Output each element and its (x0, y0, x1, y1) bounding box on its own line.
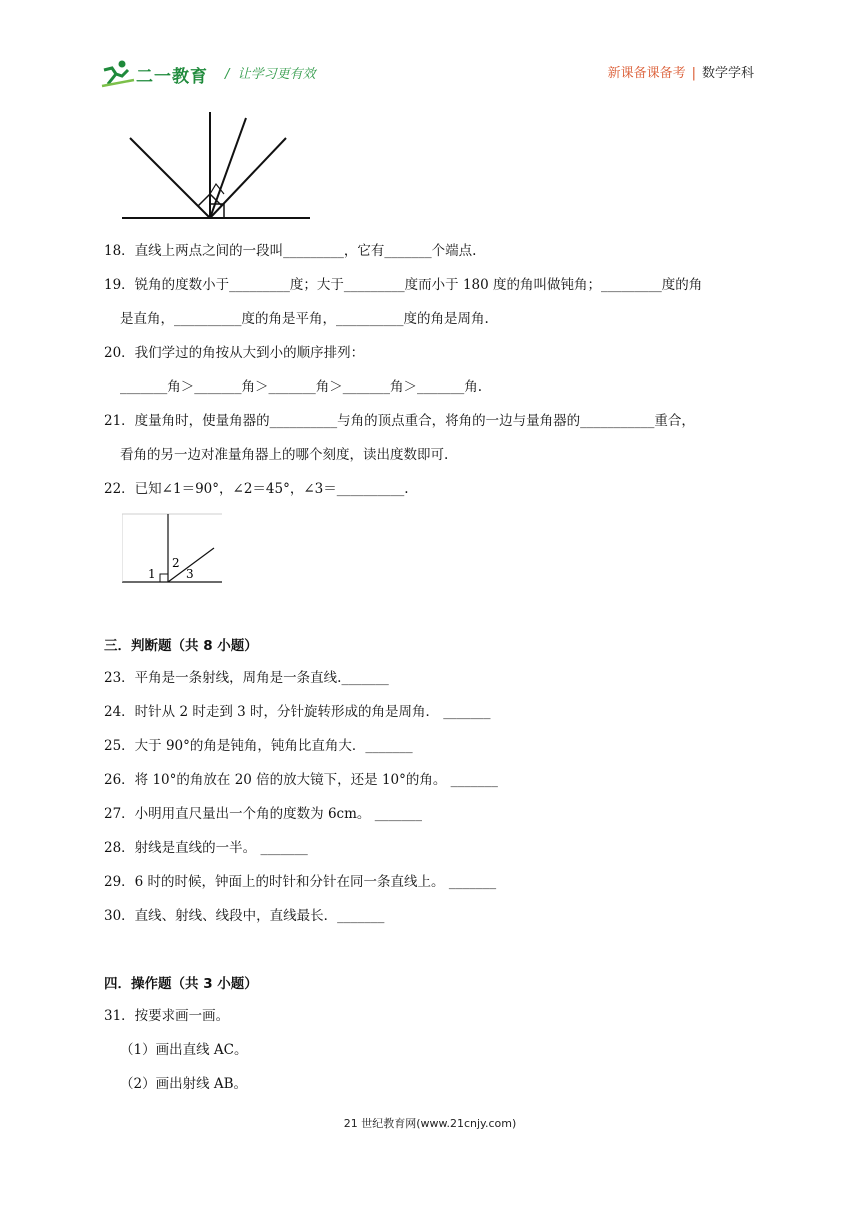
question-21-line1: 21．度量角时，使量角器的__________与角的顶点重合，将角的一边与量角器的___________重合， (104, 413, 695, 429)
question-26: 26．将 10°的角放在 20 倍的放大镜下，还是 10°的角。 _______ (104, 772, 498, 788)
question-18: 18．直线上两点之间的一段叫_________，它有_______个端点. (104, 243, 477, 259)
angle-label-1: 1 (148, 567, 156, 581)
angle-label-3: 3 (186, 567, 194, 581)
section-3-title: 三．判断题（共 8 小题） (104, 638, 258, 654)
question-21-line2: 看角的另一边对准量角器上的哪个刻度，读出度数即可. (120, 447, 449, 463)
question-22: 22．已知∠1＝90°，∠2＝45°，∠3＝__________. (104, 481, 409, 497)
question-27: 27．小明用直尺量出一个角的度数为 6cm。 _______ (104, 806, 422, 822)
question-20-line2: _______角＞_______角＞_______角＞_______角＞_______角. (120, 379, 483, 395)
question-24: 24．时针从 2 时走到 3 时，分针旋转形成的角是周角． _______ (104, 704, 491, 720)
angle-figure-22 (122, 512, 226, 584)
header-separator: | (691, 66, 696, 81)
question-30: 30．直线、射线、线段中，直线最长．_______ (104, 908, 385, 924)
question-25: 25．大于 90°的角是钝角，钝角比直角大．_______ (104, 738, 413, 754)
question-20-line1: 20．我们学过的角按从大到小的顺序排列： (104, 345, 365, 361)
angle-label-2: 2 (172, 556, 180, 570)
question-19-line2: 是直角，__________度的角是平角，__________度的角是周角. (120, 311, 489, 327)
question-23: 23．平角是一条射线，周角是一条直线._______ (104, 670, 389, 686)
section-4-title: 四．操作题（共 3 小题） (104, 976, 258, 992)
logo-text: 二一教育 (136, 67, 208, 87)
question-31-part-1: （1）画出直线 AC。 (120, 1042, 248, 1058)
question-29: 29．6 时的时候，钟面上的时针和分针在同一条直线上。 _______ (104, 874, 497, 890)
page-header (100, 58, 760, 90)
question-31: 31．按要求画一画。 (104, 1008, 230, 1024)
question-31-part-2: （2）画出射线 AB。 (120, 1076, 248, 1092)
header-subject (608, 62, 754, 81)
question-19-line1: 19．锐角的度数小于_________度；大于_________度而小于 180 度的角叫做钝角；_________度的角 (104, 277, 703, 293)
header-slogan: / 让学习更有效 (225, 67, 316, 82)
question-28: 28．射线是直线的一半。 _______ (104, 840, 308, 856)
logo (100, 58, 215, 88)
page-footer: 21 世纪教育网(www.21cnjy.com) (343, 1117, 517, 1130)
runner-logo-icon (100, 58, 136, 88)
angle-figure-top (118, 108, 318, 224)
header-course: 新课备课备考 (607, 66, 686, 81)
header-subject-label: 数学学科 (701, 66, 754, 81)
